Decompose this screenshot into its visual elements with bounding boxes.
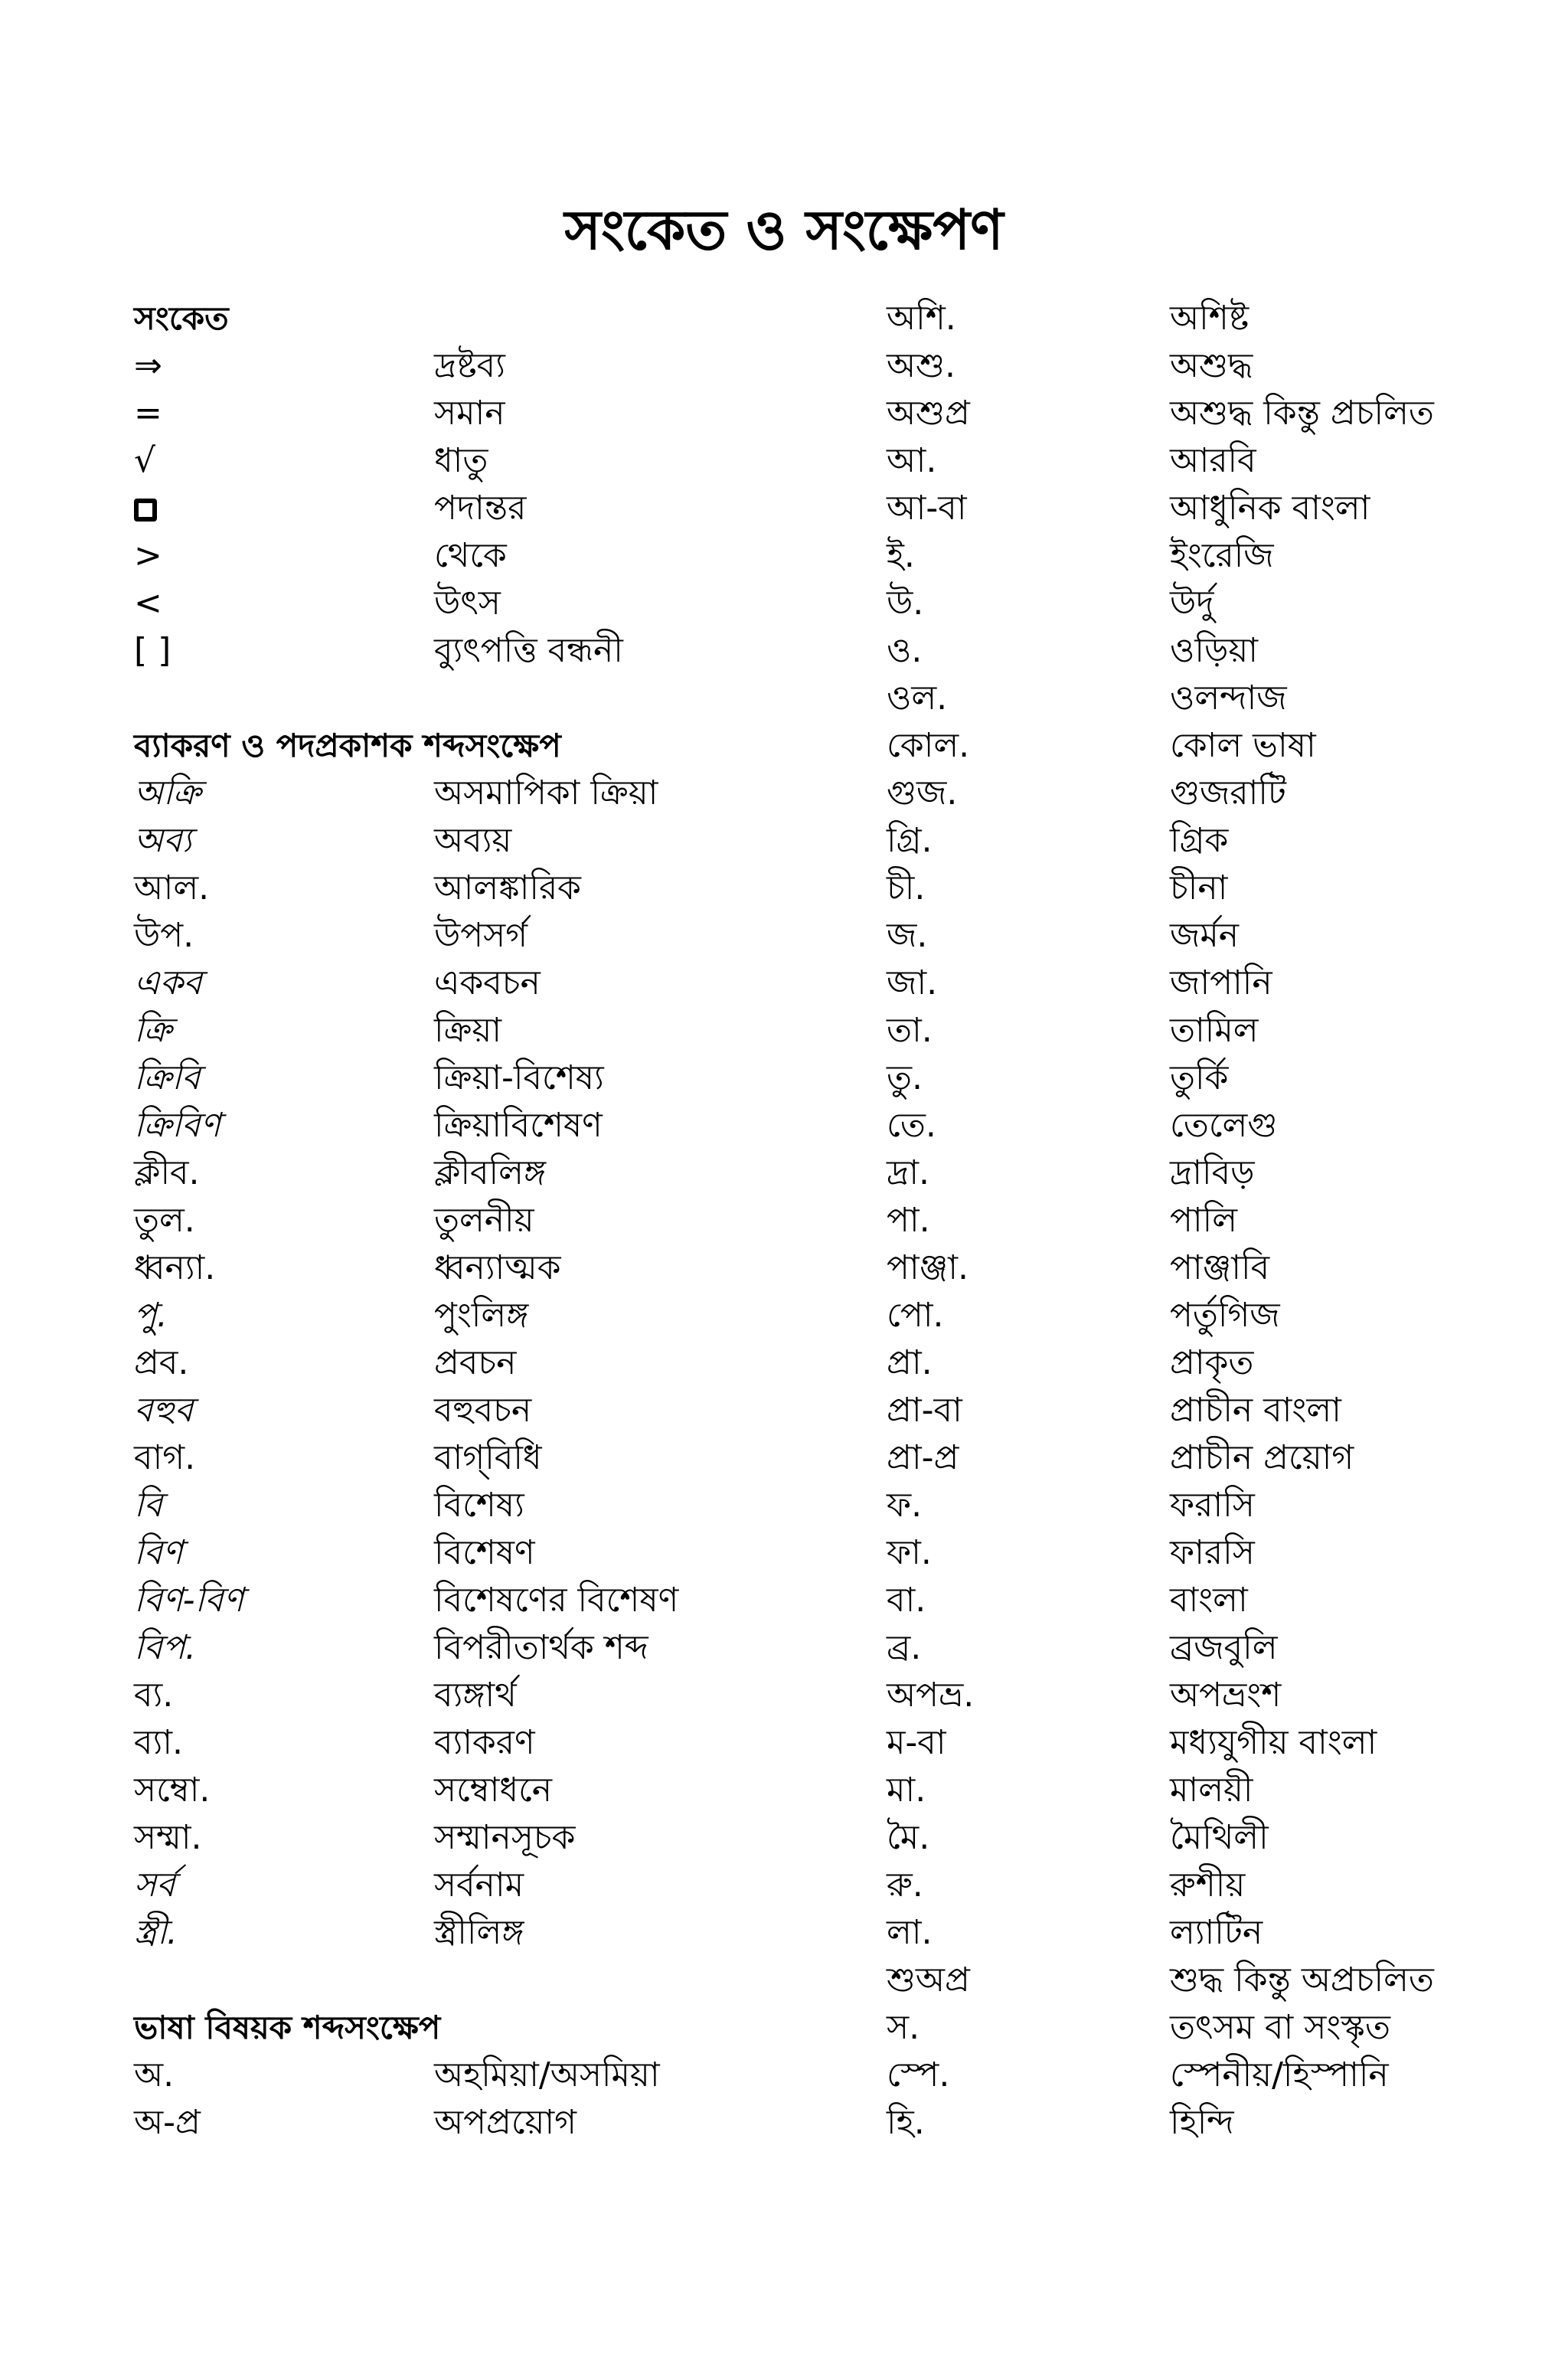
abbreviation-row <box>887 960 1499 1007</box>
symbol-meaning: পদান্তর <box>434 489 527 528</box>
left-column <box>134 295 823 2147</box>
symbol-meaning: ধাতু <box>434 441 488 480</box>
abbreviation-meaning: গ্রিক <box>1170 821 1229 860</box>
abbreviation: বিণ <box>134 1533 183 1572</box>
abbreviation: ক্রি <box>134 1011 172 1050</box>
abbreviation-meaning: প্রাকৃত <box>1170 1343 1254 1382</box>
greater-than-symbol: > <box>134 536 162 575</box>
abbreviation-meaning: অশিষ্ট <box>1170 299 1250 338</box>
abbreviation-row <box>887 1434 1499 1482</box>
abbreviation-meaning: তেলেগু <box>1170 1106 1278 1145</box>
abbreviation-meaning: বিশেষণ <box>434 1533 535 1572</box>
abbreviation-row <box>887 1292 1499 1339</box>
abbreviation-meaning: উপসর্গ <box>434 916 528 955</box>
abbreviation-row <box>887 437 1499 485</box>
abbreviation-meaning: ওড়িয়া <box>1170 631 1259 670</box>
abbreviation: তা. <box>887 1011 933 1050</box>
abbreviation-meaning: প্রাচীন প্রয়োগ <box>1170 1438 1354 1477</box>
abbreviation: ও. <box>887 631 923 670</box>
abbreviation-row <box>134 1387 823 1434</box>
symbol-meaning: উৎস <box>434 584 501 623</box>
abbreviation: ব্যা. <box>134 1723 183 1762</box>
abbreviation: শুঅপ্র <box>887 1960 970 2000</box>
abbreviation: স. <box>887 2008 920 2047</box>
abbreviation-row <box>134 912 823 960</box>
abbreviation-row <box>134 2052 823 2099</box>
symbol-row <box>134 580 823 627</box>
abbreviation-meaning: ব্যাকরণ <box>434 1723 535 1762</box>
abbreviation-row <box>887 1957 1499 2004</box>
box-symbol-cell <box>134 485 434 532</box>
symbol-row <box>134 485 823 532</box>
abbreviation: অক্রি <box>134 773 201 813</box>
abbreviation-row <box>134 1529 823 1577</box>
abbreviation: কোল. <box>887 726 970 765</box>
abbreviation-meaning: আলঙ্কারিক <box>434 868 581 907</box>
abbreviation: বি <box>134 1486 163 1525</box>
abbreviation-meaning: ক্রিয়া <box>434 1011 502 1050</box>
abbreviation: ধ্বন্যা. <box>134 1248 216 1287</box>
abbreviation-meaning: সম্মানসূচক <box>434 1818 576 1857</box>
abbreviation-row <box>887 1197 1499 1244</box>
abbreviation: অ. <box>134 2055 175 2094</box>
abbreviation: অব্য <box>134 821 192 860</box>
language-list-left <box>134 2052 823 2147</box>
abbreviation: প্রব. <box>134 1343 189 1382</box>
symbol-meaning: দ্রষ্টব্য <box>434 346 505 385</box>
abbreviation-row <box>887 675 1499 722</box>
abbreviation: সম্বো. <box>134 1771 211 1810</box>
abbreviation: অশু. <box>887 346 956 385</box>
symbol-meaning: ব্যুৎপত্তি বন্ধনী <box>434 631 623 670</box>
abbreviation-row <box>134 1244 823 1292</box>
abbreviation: অশুপ্র <box>887 394 970 433</box>
abbreviation-row <box>134 960 823 1007</box>
abbreviation-row <box>887 1529 1499 1577</box>
abbreviation-row <box>887 627 1499 675</box>
abbreviation-meaning: একবচন <box>434 963 541 1002</box>
abbreviation-row <box>887 1672 1499 1719</box>
abbreviation-meaning: অশুদ্ধ <box>1170 346 1253 385</box>
abbreviation: গ্রি. <box>887 821 933 860</box>
abbreviation-meaning: ইংরেজি <box>1170 536 1274 575</box>
abbreviation: গুজ. <box>887 773 958 813</box>
abbreviation: ক্রিবি <box>134 1058 201 1097</box>
abbreviation-meaning: উর্দু <box>1170 584 1214 623</box>
abbreviation-row <box>887 1577 1499 1624</box>
abbreviation-meaning: স্ত্রীলিঙ্গ <box>434 1913 524 1952</box>
abbreviation-row <box>134 1482 823 1529</box>
abbreviation-row <box>134 770 823 817</box>
abbreviation: ব্র. <box>887 1628 922 1667</box>
abbreviation-row <box>134 1197 823 1244</box>
abbreviation-row <box>887 1102 1499 1149</box>
symbol-meaning: থেকে <box>434 536 507 575</box>
abbreviation-meaning: ক্লীবলিঙ্গ <box>434 1153 547 1192</box>
abbreviation-row <box>134 1339 823 1387</box>
abbreviation-row <box>887 817 1499 865</box>
grammar-list <box>134 770 823 1957</box>
abbreviation-meaning: ধ্বন্যাত্মক <box>434 1248 561 1287</box>
abbreviation: প্রা-প্র <box>887 1438 959 1477</box>
abbreviation-meaning: রুশীয় <box>1170 1866 1246 1905</box>
abbreviation-row <box>134 1007 823 1055</box>
abbreviation: ওল. <box>887 679 948 718</box>
abbreviation-row <box>887 2004 1499 2052</box>
abbreviation-meaning: চীনা <box>1170 868 1228 907</box>
abbreviation: ক্লীব. <box>134 1153 200 1192</box>
abbreviation-meaning: বিপরীতার্থক শব্দ <box>434 1628 648 1667</box>
abbreviation-row <box>887 1244 1499 1292</box>
abbreviation-meaning: সর্বনাম <box>434 1866 524 1905</box>
abbreviation-meaning: দ্রাবিড় <box>1170 1153 1255 1192</box>
symbol-row <box>134 532 823 580</box>
abbreviation-meaning: তুলনীয় <box>434 1201 534 1240</box>
abbreviation-row <box>887 722 1499 770</box>
abbreviation: হি. <box>887 2103 925 2142</box>
abbreviation: অপভ্র. <box>887 1676 975 1715</box>
abbreviation-row <box>887 1862 1499 1909</box>
abbreviation-meaning: মৈথিলী <box>1170 1818 1269 1857</box>
equals-symbol: = <box>134 394 162 433</box>
abbreviation-meaning: জাপানি <box>1170 963 1272 1002</box>
abbreviation-meaning: অশুদ্ধ কিন্তু প্রচলিত <box>1170 394 1434 433</box>
abbreviation-meaning: অপভ্রংশ <box>1170 1676 1282 1715</box>
language-heading: ভাষা বিষয়ক শব্দসংক্ষেপ <box>134 2009 441 2046</box>
abbreviation-meaning: হিন্দি <box>1170 2103 1234 2142</box>
abbreviation: ক্রিবিণ <box>134 1106 221 1145</box>
abbreviation-row <box>887 2052 1499 2099</box>
abbreviation: প্রা. <box>887 1343 933 1382</box>
abbreviation: মা. <box>887 1771 926 1810</box>
abbreviation: বিপ. <box>134 1628 196 1667</box>
abbreviation-meaning: ব্যঙ্গার্থ <box>434 1676 517 1715</box>
abbreviation-meaning: বহুবচন <box>434 1391 532 1430</box>
abbreviation: মৈ. <box>887 1818 930 1857</box>
abbreviation-meaning: ক্রিয়াবিশেষণ <box>434 1106 603 1145</box>
abbreviation-row <box>887 1482 1499 1529</box>
abbreviation-row <box>887 1387 1499 1434</box>
abbreviation: অশি. <box>887 299 956 338</box>
abbreviation-meaning: বাগ্‌বিধি <box>434 1438 542 1477</box>
abbreviation-row <box>887 485 1499 532</box>
root-symbol: √ <box>134 441 156 480</box>
abbreviation-row <box>887 2099 1499 2147</box>
abbreviation-row <box>134 1102 823 1149</box>
abbreviation-row <box>134 1767 823 1814</box>
abbreviation: আল. <box>134 868 210 907</box>
abbreviation-meaning: বিশেষ্য <box>434 1486 524 1525</box>
abbreviation-row <box>887 532 1499 580</box>
abbreviation-meaning: ল্যাটিন <box>1170 1913 1263 1952</box>
grammar-heading: ব্যাকরণ ও পদপ্রকাশক শব্দসংক্ষেপ <box>134 727 561 764</box>
abbreviation-meaning: শুদ্ধ কিন্তু অপ্রচলিত <box>1170 1960 1434 2000</box>
abbreviation: লা. <box>887 1913 933 1952</box>
abbreviation: ই. <box>887 536 915 575</box>
abbreviation-meaning: তুর্কি <box>1170 1058 1229 1097</box>
abbreviation: তুল. <box>134 1201 195 1240</box>
abbreviation: বাগ. <box>134 1438 196 1477</box>
abbreviation-meaning: জর্মন <box>1170 916 1240 955</box>
abbreviation-meaning: বিশেষণের বিশেষণ <box>434 1581 679 1620</box>
abbreviation-row <box>134 1814 823 1862</box>
abbreviation-meaning: ফরাসি <box>1170 1486 1255 1525</box>
abbreviation: উ. <box>887 584 924 623</box>
abbreviation-row <box>887 1767 1499 1814</box>
abbreviation-row <box>134 1149 823 1197</box>
abbreviation: পু. <box>134 1296 168 1335</box>
abbreviation: ফ. <box>887 1486 923 1525</box>
abbreviation-meaning: অসমাপিকা ক্রিয়া <box>434 773 658 813</box>
abbreviation-meaning: পাঞ্জাবি <box>1170 1248 1270 1287</box>
abbreviation: দ্রা. <box>887 1153 929 1192</box>
abbreviation-row <box>134 1719 823 1767</box>
less-than-symbol: < <box>134 584 162 623</box>
abbreviation: বা. <box>887 1581 926 1620</box>
abbreviation-meaning: অপপ্রয়োগ <box>434 2103 577 2142</box>
abbreviation-row <box>887 295 1499 342</box>
abbreviation-meaning: ওলন্দাজ <box>1170 679 1287 718</box>
abbreviation-row <box>887 1719 1499 1767</box>
symbol-row <box>134 437 823 485</box>
abbreviation: ফা. <box>887 1533 932 1572</box>
abbreviation-row <box>134 2099 823 2147</box>
abbreviation-meaning: কোল ভাষা <box>1170 726 1316 765</box>
abbreviation-row <box>887 1624 1499 1672</box>
abbreviation-row <box>134 1577 823 1624</box>
abbreviation: স্ত্রী. <box>134 1913 178 1952</box>
abbreviation-meaning: প্রবচন <box>434 1343 517 1382</box>
abbreviation-meaning: তৎসম বা সংস্কৃত <box>1170 2008 1390 2047</box>
abbreviation-meaning: ব্রজবুলি <box>1170 1628 1278 1667</box>
abbreviation: অ-প্র <box>134 2103 201 2142</box>
abbreviation: জা. <box>887 963 938 1002</box>
abbreviation-meaning: অহমিয়া/অসমিয়া <box>434 2055 660 2094</box>
abbreviation-row <box>134 865 823 912</box>
abbreviation-meaning: আরবি <box>1170 441 1256 480</box>
symbol-row <box>134 627 823 675</box>
abbreviation-row <box>887 580 1499 627</box>
abbreviation: তু. <box>887 1058 923 1097</box>
abbreviation: বিণ-বিণ <box>134 1581 244 1620</box>
abbreviation-row <box>887 770 1499 817</box>
abbreviation-row <box>134 1292 823 1339</box>
abbreviation: তে. <box>887 1106 936 1145</box>
abbreviation-row <box>134 817 823 865</box>
bracket-symbol: [ ] <box>134 631 172 670</box>
abbreviation: চী. <box>887 868 926 907</box>
abbreviation-row <box>134 1909 823 1957</box>
abbreviation-row <box>887 390 1499 437</box>
abbreviation-meaning: মালয়ী <box>1170 1771 1253 1810</box>
section-gap <box>134 1957 823 2004</box>
abbreviation-row <box>134 1862 823 1909</box>
abbreviation: সর্ব <box>134 1866 175 1905</box>
abbreviation-row <box>134 1672 823 1719</box>
abbreviation-row <box>134 1624 823 1672</box>
abbreviation: পো. <box>887 1296 944 1335</box>
abbreviation-meaning: আধুনিক বাংলা <box>1170 489 1370 528</box>
abbreviation: ব্য. <box>134 1676 174 1715</box>
section-gap <box>134 675 823 722</box>
abbreviation-row <box>887 865 1499 912</box>
abbreviation: বহুব <box>134 1391 194 1430</box>
abbreviation-meaning: তামিল <box>1170 1011 1259 1050</box>
abbreviation-row <box>887 1909 1499 1957</box>
abbreviation-meaning: গুজরাটি <box>1170 773 1286 813</box>
abbreviation: পাঞ্জা. <box>887 1248 969 1287</box>
abbreviation-meaning: বাংলা <box>1170 1581 1248 1620</box>
abbreviation-meaning: প্রাচীন বাংলা <box>1170 1391 1341 1430</box>
abbreviation-row <box>887 1007 1499 1055</box>
abbreviation: উপ. <box>134 916 194 955</box>
square-box-icon <box>134 499 157 522</box>
symbol-meaning: সমান <box>434 394 505 433</box>
abbreviation: আ. <box>887 441 937 480</box>
abbreviation-row <box>887 912 1499 960</box>
abbreviation: পা. <box>887 1201 930 1240</box>
abbreviation-meaning: ক্রিয়া-বিশেষ্য <box>434 1058 604 1097</box>
abbreviation: সম্মা. <box>134 1818 202 1857</box>
language-list-right <box>887 295 1499 2147</box>
abbreviation-meaning: স্পেনীয়/হিস্পানি <box>1170 2055 1389 2094</box>
abbreviation-row <box>134 1055 823 1102</box>
symbols-heading: সংকেত <box>134 299 229 337</box>
abbreviation-row <box>887 342 1499 390</box>
abbreviation-row <box>887 1055 1499 1102</box>
abbreviation-row <box>134 1434 823 1482</box>
abbreviation-meaning: সম্বোধনে <box>434 1771 553 1810</box>
abbreviation: জ. <box>887 916 928 955</box>
abbreviation-meaning: অব্যয় <box>434 821 512 860</box>
abbreviation-meaning: পর্তুগিজ <box>1170 1296 1280 1335</box>
abbreviation-row <box>887 1814 1499 1862</box>
abbreviation-row <box>887 1149 1499 1197</box>
symbol-row <box>134 390 823 437</box>
abbreviation: একব <box>134 963 202 1002</box>
abbreviation-meaning: পালি <box>1170 1201 1237 1240</box>
double-arrow-symbol: ⇒ <box>134 346 162 385</box>
abbreviation: প্রা-বা <box>887 1391 962 1430</box>
right-column <box>887 295 1499 2147</box>
abbreviation: স্পে. <box>887 2055 950 2094</box>
page-title: সংকেত ও সংক্ষেপণ <box>564 198 1004 262</box>
abbreviation: রু. <box>887 1866 923 1905</box>
abbreviation: আ-বা <box>887 489 967 528</box>
abbreviation-row <box>887 1339 1499 1387</box>
symbol-row <box>134 342 823 390</box>
abbreviation-meaning: মধ্যযুগীয় বাংলা <box>1170 1723 1377 1762</box>
abbreviation: ম-বা <box>887 1723 946 1762</box>
abbreviation-meaning: ফারসি <box>1170 1533 1255 1572</box>
abbreviation-meaning: পুংলিঙ্গ <box>434 1296 529 1335</box>
